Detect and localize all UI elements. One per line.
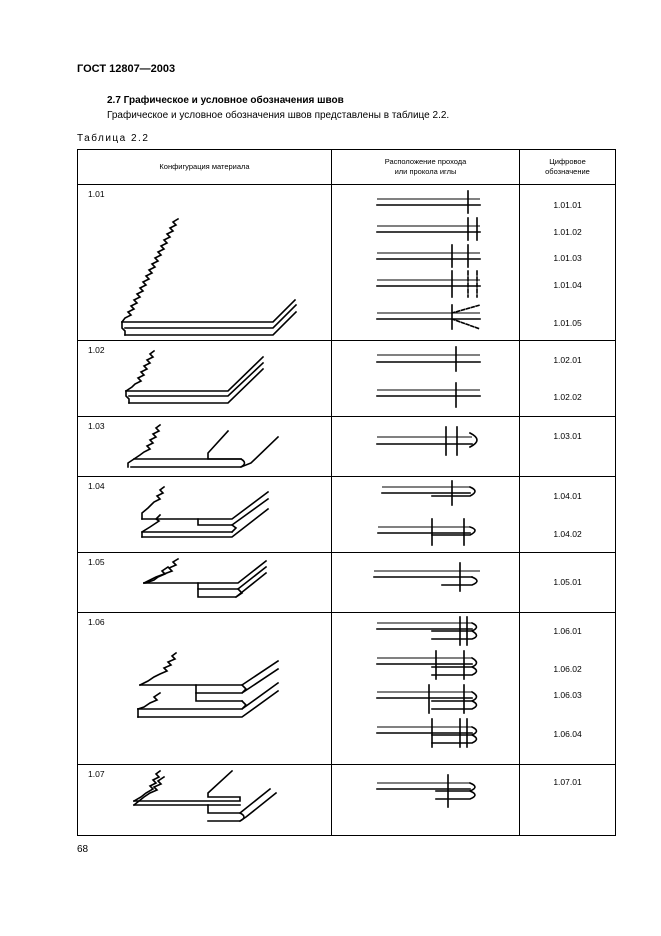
config-cell <box>78 341 332 417</box>
needle-cell <box>332 417 520 477</box>
seam-code: 1.06.04 <box>553 729 582 739</box>
needle-diagram <box>332 341 520 416</box>
seam-code: 1.05.01 <box>553 577 582 587</box>
page-number: 68 <box>77 844 89 855</box>
table-row <box>78 341 616 417</box>
code-cell <box>520 185 616 341</box>
seam-code: 1.04.01 <box>553 491 582 501</box>
seam-code: 1.01.05 <box>553 318 582 328</box>
config-cell <box>78 477 332 553</box>
seam-code: 1.02.01 <box>553 355 582 365</box>
needle-cell <box>332 477 520 553</box>
config-cell <box>78 553 332 613</box>
seam-code: 1.01.01 <box>553 200 582 210</box>
seam-code: 1.01.04 <box>553 280 582 290</box>
row-id: 1.06 <box>88 617 105 627</box>
seam-config-diagram <box>78 553 332 612</box>
section-intro: Графическое и условное обозначения швов представлены в таблице 2.2. <box>107 110 450 121</box>
table-row <box>78 765 616 836</box>
config-cell <box>78 613 332 765</box>
needle-diagram <box>332 477 520 552</box>
seam-config-diagram <box>78 185 332 340</box>
code-cell <box>520 417 616 477</box>
needle-cell <box>332 185 520 341</box>
table-row <box>78 613 616 765</box>
code-cell <box>520 477 616 553</box>
col-header-code: Цифровое обозначение <box>520 150 616 185</box>
seam-config-diagram <box>78 613 332 764</box>
needle-cell <box>332 613 520 765</box>
row-id: 1.02 <box>88 345 105 355</box>
seam-code: 1.04.02 <box>553 529 582 539</box>
col-header-config: Конфигурация материала <box>78 150 332 185</box>
needle-cell <box>332 553 520 613</box>
table-row <box>78 185 616 341</box>
seams-table <box>77 149 616 836</box>
needle-diagram <box>332 765 520 835</box>
standard-header: ГОСТ 12807—2003 <box>77 63 176 75</box>
row-id: 1.04 <box>88 481 105 491</box>
seam-code: 1.03.01 <box>553 431 582 441</box>
config-cell <box>78 185 332 341</box>
seam-config-diagram <box>78 341 332 416</box>
config-cell <box>78 765 332 836</box>
needle-diagram <box>332 553 520 612</box>
col-header-position: Расположение прохода или прокола иглы <box>332 150 520 185</box>
row-id: 1.03 <box>88 421 105 431</box>
row-id: 1.07 <box>88 769 105 779</box>
code-cell <box>520 613 616 765</box>
table-row <box>78 417 616 477</box>
code-cell <box>520 765 616 836</box>
table-row <box>78 553 616 613</box>
table-row <box>78 477 616 553</box>
seam-code: 1.01.03 <box>553 253 582 263</box>
row-id: 1.05 <box>88 557 105 567</box>
table-caption: Таблица 2.2 <box>77 133 150 144</box>
needle-diagram <box>332 613 520 764</box>
seam-code: 1.01.02 <box>553 227 582 237</box>
section-title: 2.7 Графическое и условное обозначения швов <box>107 95 344 106</box>
seam-code: 1.02.02 <box>553 392 582 402</box>
table-header-row <box>78 150 616 185</box>
needle-diagram <box>332 185 520 340</box>
seam-code: 1.06.03 <box>553 690 582 700</box>
seam-config-diagram <box>78 477 332 552</box>
seam-code: 1.07.01 <box>553 777 582 787</box>
config-cell <box>78 417 332 477</box>
seam-config-diagram <box>78 765 332 835</box>
code-cell <box>520 341 616 417</box>
code-cell <box>520 553 616 613</box>
seam-code: 1.06.02 <box>553 664 582 674</box>
seam-config-diagram <box>78 417 332 476</box>
needle-cell <box>332 341 520 417</box>
seam-code: 1.06.01 <box>553 626 582 636</box>
needle-diagram <box>332 417 520 476</box>
needle-cell <box>332 765 520 836</box>
row-id: 1.01 <box>88 189 105 199</box>
